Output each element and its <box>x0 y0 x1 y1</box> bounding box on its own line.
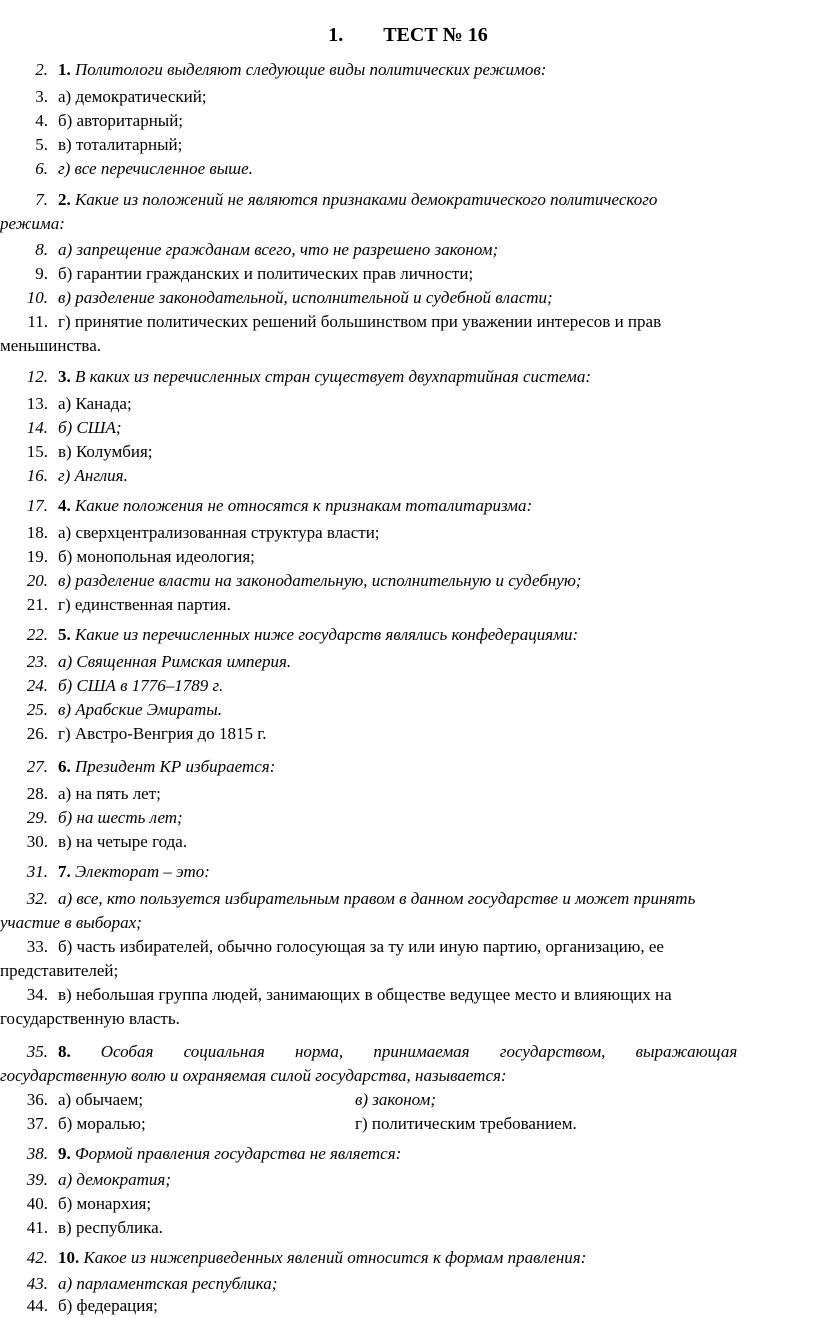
answer-option <box>0 85 816 109</box>
answer-text: в) Колумбия; <box>58 442 153 461</box>
answer-text: г) принятие политических решений большинством при уважении интересов и прав <box>58 312 662 331</box>
question-text: Электорат – это: <box>75 862 210 881</box>
line-number: 30. <box>26 832 48 851</box>
answer-option <box>0 464 816 488</box>
question-3 <box>0 365 816 389</box>
question-text: В каких из перечисленных стран существует двухпартийная система: <box>75 367 592 386</box>
question-1 <box>0 58 816 82</box>
answer-text: б) на шесть лет; <box>58 808 183 827</box>
question-number: 3. <box>58 367 71 386</box>
answer-option <box>0 698 816 722</box>
line-number: 5. <box>35 135 48 154</box>
question-number: 9. <box>58 1144 71 1163</box>
line-number: 28. <box>26 784 48 803</box>
answer-text: в) Арабские Эмираты. <box>58 700 223 719</box>
line-number: 36. <box>26 1090 48 1109</box>
answer-text: а) Священная Римская империя. <box>58 652 292 671</box>
answer-option <box>0 1088 816 1112</box>
answer-continuation: представителей; <box>0 961 119 980</box>
question-number: 10. <box>58 1248 80 1267</box>
answer-option <box>0 1216 816 1240</box>
answer-option <box>0 262 816 286</box>
answer-option <box>0 1112 816 1136</box>
answer-text: а) демократический; <box>58 87 207 106</box>
line-number: 4. <box>35 111 48 130</box>
line-number: 43. <box>26 1274 48 1293</box>
question-10 <box>0 1246 816 1270</box>
answer-option <box>0 674 816 698</box>
answer-text: а) обычаем; <box>58 1090 144 1109</box>
answer-option <box>0 133 816 157</box>
answer-option <box>0 887 816 911</box>
answer-text: а) Канада; <box>58 394 132 413</box>
answer-option <box>0 286 816 310</box>
answer-option <box>0 1294 816 1318</box>
line-number: 2. <box>35 60 48 79</box>
answer-text: а) парламентская республика; <box>58 1274 278 1293</box>
answer-text: в) разделение власти на законодательную, исполнительную и судебную; <box>58 571 582 590</box>
answer-option <box>0 1272 816 1296</box>
question-line <box>0 188 657 212</box>
line-number: 21. <box>26 595 48 614</box>
question-4 <box>0 494 816 518</box>
answer-option <box>0 157 816 181</box>
answer-text: б) моралью; <box>58 1114 146 1133</box>
answer-text: а) на пять лет; <box>58 784 161 803</box>
answer-option <box>0 392 816 416</box>
answer-option <box>0 1168 816 1192</box>
answer-continuation: меньшинства. <box>0 336 102 355</box>
answer-option <box>0 310 816 334</box>
answer-text: б) гарантии гражданских и политических прав личности; <box>58 264 474 283</box>
line-number: 31. <box>26 862 48 881</box>
answer-text: б) часть избирателей, обычно голосующая за ту или иную партию, организацию, ее <box>58 937 664 956</box>
answer-text: б) монопольная идеология; <box>58 547 255 566</box>
answer-text: г) Англия. <box>58 466 128 485</box>
answer-text: б) авторитарный; <box>58 111 184 130</box>
line-number: 13. <box>26 394 48 413</box>
answer-text: в) небольшая группа людей, занимающих в обществе ведущее место и влияющих на <box>58 985 672 1004</box>
answer-option <box>0 521 816 545</box>
line-number: 8. <box>35 240 48 259</box>
line-number: 37. <box>26 1114 48 1133</box>
answer-option <box>0 593 816 617</box>
answer-option <box>0 545 816 569</box>
question-text: Особая социальная норма, принимаемая государством, выражающая <box>100 1042 738 1061</box>
answer-continuation: государственную власть. <box>0 1009 180 1028</box>
line-number: 29. <box>26 808 48 827</box>
answer-option <box>0 935 816 959</box>
line-number: 42. <box>26 1248 48 1267</box>
line-number: 33. <box>26 937 48 956</box>
line-number: 38. <box>26 1144 48 1163</box>
answer-text: а) запрещение гражданам всего, что не разрешено законом; <box>58 240 499 259</box>
line-number: 27. <box>26 757 48 776</box>
line-number: 40. <box>26 1194 48 1213</box>
line-number: 19. <box>26 547 48 566</box>
line-number: 26. <box>26 724 48 743</box>
question-text: Политологи выделяют следующие виды политических режимов: <box>75 60 547 79</box>
line-number: 6. <box>35 159 48 178</box>
line-number: 17. <box>26 496 48 515</box>
line-number: 14. <box>26 418 48 437</box>
question-7 <box>0 860 816 884</box>
question-8 <box>0 1040 812 1064</box>
answer-text: г) Австро-Венгрия до 1815 г. <box>58 724 267 743</box>
question-text: Какие положения не относятся к признакам тоталитаризма: <box>75 496 533 515</box>
answer-text: а) сверхцентрализованная структура власти; <box>58 523 380 542</box>
answer-option <box>0 983 816 1007</box>
question-text: Какие из перечисленных ниже государств являлись конфедерациями: <box>75 625 579 644</box>
line-number: 18. <box>26 523 48 542</box>
question-5 <box>0 623 816 647</box>
question-text: Какое из нижеприведенных явлений относится к формам правления: <box>83 1248 587 1267</box>
line-number: 15. <box>26 442 48 461</box>
line-number: 9. <box>35 264 48 283</box>
question-number: 4. <box>58 496 71 515</box>
answer-option <box>0 830 816 854</box>
line-number: 44. <box>26 1296 48 1315</box>
answer-text: в) разделение законодательной, исполнительной и судебной власти; <box>58 288 553 307</box>
answer-continuation: участие в выборах; <box>0 913 142 932</box>
answer-text: б) США в 1776–1789 г. <box>58 676 224 695</box>
line-number: 16. <box>26 466 48 485</box>
line-number: 12. <box>26 367 48 386</box>
answer-option <box>0 782 816 806</box>
answer-text: в) тоталитарный; <box>58 135 183 154</box>
question-2 <box>0 188 810 212</box>
answer-text: а) все, кто пользуется избирательным правом в данном государстве и может принять <box>58 889 696 908</box>
line-number: 20. <box>26 571 48 590</box>
line-number: 10. <box>26 288 48 307</box>
line-number: 34. <box>26 985 48 1004</box>
answer-option <box>0 416 816 440</box>
question-continuation: режима: <box>0 214 65 233</box>
line-number: 11. <box>27 312 48 331</box>
line-number: 41. <box>26 1218 48 1237</box>
question-number: 8. <box>58 1042 71 1061</box>
answer-option <box>0 238 816 262</box>
answer-option <box>0 650 816 674</box>
answer-text: в) законом; <box>355 1090 437 1109</box>
answer-text: г) политическим требованием. <box>355 1114 577 1133</box>
answer-text: г) единственная партия. <box>58 595 231 614</box>
question-number: 6. <box>58 757 71 776</box>
question-continuation: государственную волю и охраняемая силой государства, называется: <box>0 1066 507 1085</box>
answer-option <box>0 722 816 746</box>
answer-text: б) монархия; <box>58 1194 152 1213</box>
line-number: 32. <box>26 889 48 908</box>
question-number: 2. <box>58 190 71 209</box>
answer-text: в) республика. <box>58 1218 163 1237</box>
answer-text: в) на четыре года. <box>58 832 188 851</box>
line-number: 39. <box>26 1170 48 1189</box>
answer-text: б) США; <box>58 418 122 437</box>
question-text: Формой правления государства не является: <box>75 1144 402 1163</box>
question-6 <box>0 755 816 779</box>
answer-option <box>0 109 816 133</box>
line-number: 25. <box>26 700 48 719</box>
line-number: 23. <box>26 652 48 671</box>
answer-option <box>0 569 816 593</box>
question-text: Какие из положений не являются признаками демократического политического <box>75 190 658 209</box>
question-text: Президент КР избирается: <box>75 757 276 776</box>
question-number: 1. <box>58 60 71 79</box>
answer-option <box>0 1192 816 1216</box>
answer-text: б) федерация; <box>58 1296 158 1315</box>
line-number: 35. <box>26 1042 48 1061</box>
question-number: 7. <box>58 862 71 881</box>
line-number: 7. <box>35 190 48 209</box>
answer-option <box>0 806 816 830</box>
question-9 <box>0 1142 816 1166</box>
answer-option <box>0 440 816 464</box>
answer-text: а) демократия; <box>58 1170 171 1189</box>
line-number: 3. <box>35 87 48 106</box>
question-number: 5. <box>58 625 71 644</box>
line-number: 24. <box>26 676 48 695</box>
page-title: 1. ТЕСТ № 16 <box>328 24 488 46</box>
answer-text: г) все перечисленное выше. <box>58 159 253 178</box>
line-number: 22. <box>26 625 48 644</box>
